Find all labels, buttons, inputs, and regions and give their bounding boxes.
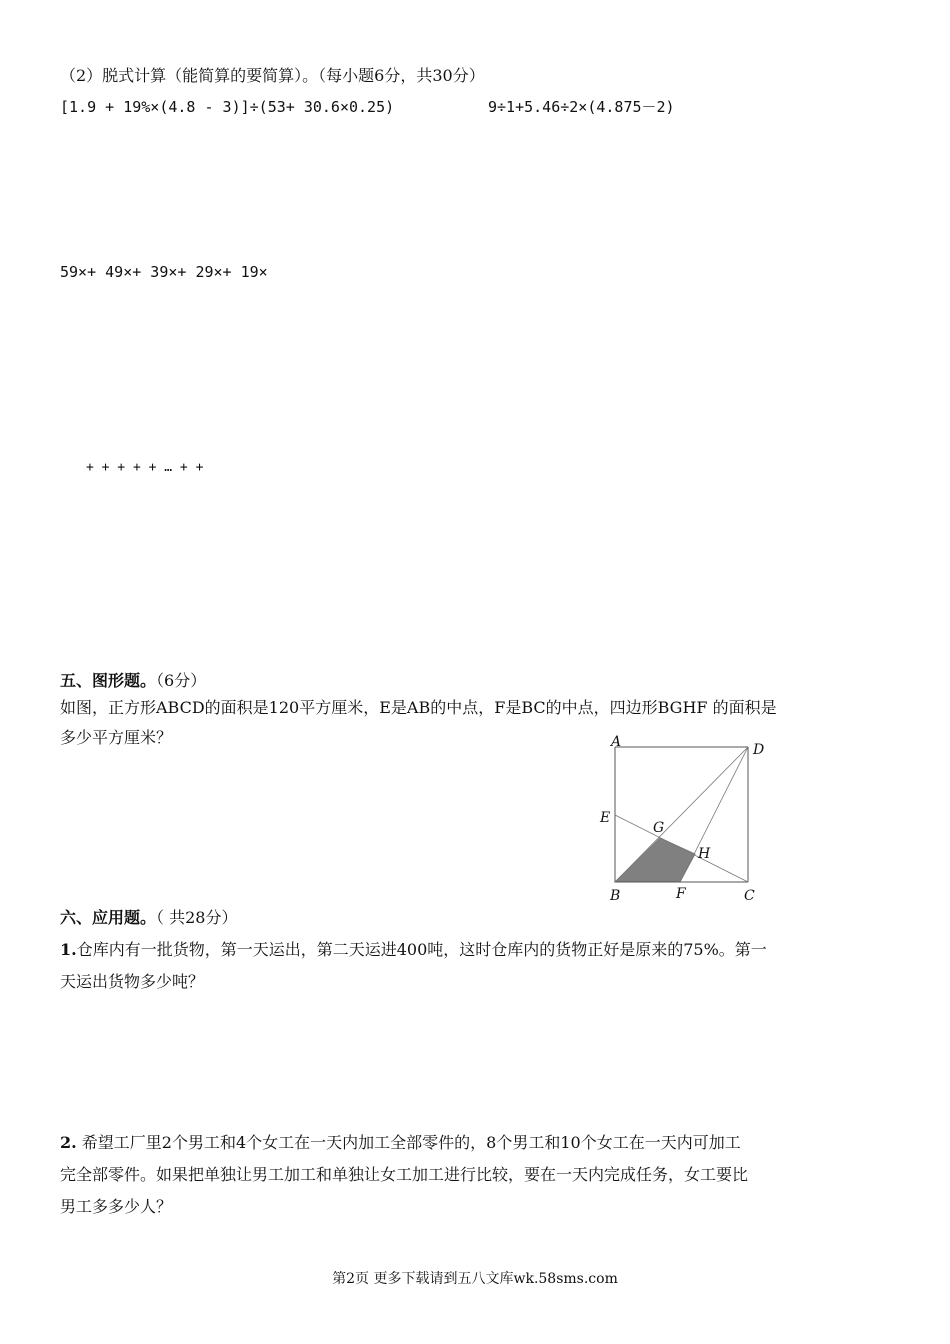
square-abcd-figure — [590, 728, 780, 908]
question-2 — [60, 1127, 900, 1223]
label-c: C — [744, 888, 755, 904]
section-5-score: （6分） — [156, 671, 207, 690]
question-1 — [60, 934, 900, 998]
expression-3: 59×+ 49×+ 39×+ 29×+ 19× — [60, 263, 268, 281]
question-2-line-1: 希望工厂里2个男工和4个女工在一天内加工全部零件的，8个男工和10个女工在一天内可加工 — [76, 1133, 741, 1152]
expression-2: 9÷1+5.46÷2×(4.875－2) — [488, 98, 675, 116]
geometry-diagram — [590, 728, 780, 908]
label-h: H — [698, 846, 711, 862]
question-1-line-2: 天运出货物多少吨？ — [60, 972, 205, 991]
geometry-problem-line-1: 如图，正方形ABCD的面积是120平方厘米，E是AB的中点，F是BC的中点，四边形BGHF 的面积是 — [60, 698, 777, 717]
expression-4: + + + + + … + + — [86, 460, 204, 475]
label-f: F — [676, 886, 686, 902]
expression-1: [1.9 + 19%×(4.8 - 3)]÷(53+ 30.6×0.25) — [60, 98, 395, 116]
question-2-number: 2. — [60, 1133, 77, 1152]
section-5-heading: 五、图形题。 — [60, 671, 157, 690]
question-1-number: 1. — [60, 940, 77, 959]
label-e: E — [600, 810, 611, 826]
label-d: D — [753, 742, 765, 758]
section-heading-calculation: （2）脱式计算（能简算的要简算）。（每小题6分，共30分） — [60, 66, 485, 85]
label-g: G — [653, 820, 665, 836]
page-footer: 第2页 更多下载请到五八文库wk.58sms.com — [332, 1271, 618, 1287]
question-2-line-2: 完全部零件。如果把单独让男工加工和单独让女工加工进行比较，要在一天内完成任务，女工要比 — [60, 1165, 749, 1184]
section-5-title — [60, 671, 206, 691]
label-a: A — [611, 734, 622, 750]
question-1-line-1: 仓库内有一批货物，第一天运出，第二天运进400吨，这时仓库内的货物正好是原来的75%。第一 — [76, 940, 767, 959]
label-b: B — [610, 888, 621, 904]
line-fd — [680, 747, 748, 882]
section-6-heading: 六、应用题。 — [60, 908, 157, 927]
geometry-problem-line-2: 多少平方厘米？ — [60, 728, 173, 747]
question-2-line-3: 男工多多少人？ — [60, 1197, 173, 1216]
section-6-title — [60, 908, 237, 928]
section-6-score: （ 共28分） — [156, 908, 238, 927]
